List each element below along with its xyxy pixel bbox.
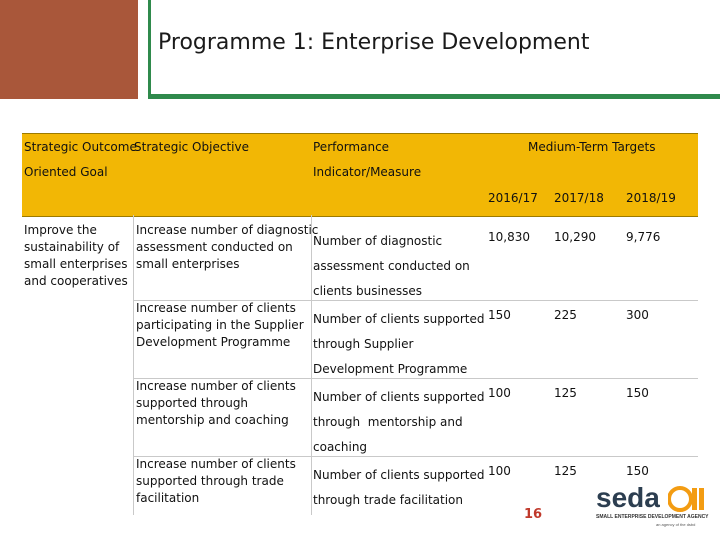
row4-indicator	[313, 463, 485, 513]
objective-line: supported through trade	[136, 474, 284, 488]
row1-target-2018: 9,776	[626, 230, 661, 244]
logo-wordmark: seda	[596, 482, 660, 513]
row3-target-2017: 125	[554, 386, 577, 400]
header-targets: Medium-Term Targets	[528, 140, 656, 154]
row2-objective	[136, 300, 304, 351]
indicator-line: clients businesses	[313, 284, 422, 298]
objective-line: small enterprises	[136, 257, 240, 271]
row2-target-2017: 225	[554, 308, 577, 322]
indicator-line: coaching	[313, 440, 368, 454]
logo-subline: an agency of the dsbd	[656, 522, 696, 527]
logo-tagline: SMALL ENTERPRISE DEVELOPMENT AGENCY	[596, 514, 709, 520]
indicator-line: Number of diagnostic	[313, 234, 443, 248]
page-number: 16	[524, 507, 543, 522]
goal-line: and cooperatives	[24, 274, 128, 288]
row1-indicator	[313, 229, 470, 304]
header-indicator-line2: Indicator/Measure	[313, 165, 422, 179]
title-panel	[148, 0, 720, 99]
objective-line: facilitation	[136, 491, 200, 505]
corner-block	[0, 0, 138, 99]
objective-line: participating in the Supplier	[136, 318, 304, 332]
row3-target-2018: 150	[626, 386, 649, 400]
goal-line: sustainability of	[24, 240, 120, 254]
indicator-line: assessment conducted on	[313, 259, 470, 273]
objective-line: Increase number of clients	[136, 457, 296, 471]
header-year-3: 2018/19	[626, 191, 676, 205]
row3-objective	[136, 378, 296, 429]
header-year-1: 2016/17	[488, 191, 538, 205]
logo-rings-icon	[668, 484, 708, 514]
indicator-line: Number of clients supported	[313, 468, 485, 482]
header-goal-line2: Oriented Goal	[24, 165, 108, 179]
header-indicator-line1: Performance	[313, 140, 390, 154]
row4-target-2018: 150	[626, 464, 649, 478]
row4-objective	[136, 456, 296, 507]
header-goal-line1: Strategic Outcome	[24, 140, 137, 154]
row2-target-2018: 300	[626, 308, 649, 322]
objective-line: Increase number of diagnostic	[136, 223, 319, 237]
row4-target-2016: 100	[488, 464, 511, 478]
row3-target-2016: 100	[488, 386, 511, 400]
header-year-2: 2017/18	[554, 191, 604, 205]
objective-line: mentorship and coaching	[136, 413, 289, 427]
indicator-line: through trade facilitation	[313, 493, 463, 507]
grid-line	[133, 215, 134, 515]
banner-gap	[138, 0, 148, 99]
row3-indicator	[313, 385, 485, 460]
indicator-line: through mentorship and	[313, 415, 463, 429]
row2-indicator	[313, 307, 485, 382]
slide-title: Programme 1: Enterprise Development	[158, 30, 590, 55]
objective-line: Development Programme	[136, 335, 291, 349]
indicator-line: Development Programme	[313, 362, 468, 376]
indicator-line: Number of clients supported	[313, 312, 485, 326]
row1-target-2017: 10,290	[554, 230, 596, 244]
goal-text	[24, 222, 128, 290]
objective-line: Increase number of clients	[136, 301, 296, 315]
header-objective: Strategic Objective	[134, 140, 249, 154]
goal-line: Improve the	[24, 223, 97, 237]
objective-line: supported through	[136, 396, 249, 410]
goal-line: small enterprises	[24, 257, 128, 271]
row1-target-2016: 10,830	[488, 230, 530, 244]
row4-target-2017: 125	[554, 464, 577, 478]
seda-logo	[592, 482, 712, 528]
objective-line: assessment conducted on	[136, 240, 293, 254]
indicator-line: through Supplier	[313, 337, 414, 351]
row1-objective	[136, 222, 318, 273]
row2-target-2016: 150	[488, 308, 511, 322]
indicator-line: Number of clients supported	[313, 390, 485, 404]
objective-line: Increase number of clients	[136, 379, 296, 393]
